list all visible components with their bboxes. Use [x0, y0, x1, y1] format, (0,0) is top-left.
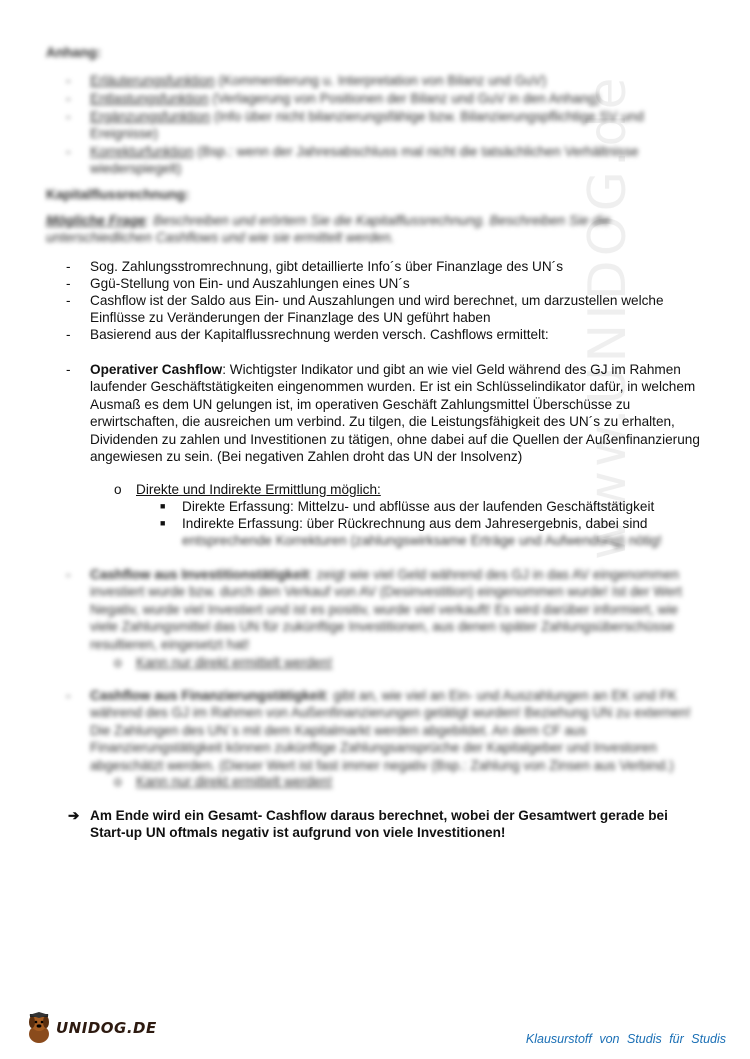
anhang-title: Anhang: — [46, 45, 102, 60]
anhang-term: Entlastungsfunktion — [90, 91, 209, 106]
footer-slogan: Klausurstoff von Studis für Studis — [525, 1032, 726, 1046]
anhang-term: Korrekturfunktion — [90, 144, 194, 159]
arrow-icon: ➔ — [68, 808, 80, 823]
sub-item: Indirekte Erfassung: über Rückrechnung aus dem Jahresergebnis, dabei sind — [182, 516, 648, 531]
anhang-term: Ergänzungsfunktion — [90, 109, 211, 124]
question-label: Mögliche Frage — [46, 213, 146, 228]
finanzierung-note: Kann nur direkt ermittelt werden! — [136, 774, 333, 789]
sub-item: Direkte Erfassung: Mittelzu- und abflüsse aus der laufenden Geschäftstätigkeit — [182, 499, 655, 514]
dog-icon — [24, 1012, 54, 1046]
logo-text: UNIDOG.DE — [56, 1019, 157, 1038]
point-text: Ggü-Stellung von Ein- und Auszahlungen eines UN´s — [90, 276, 410, 291]
point-text: Basierend aus der Kapitalflussrechnung werden versch. Cashflows ermittelt: — [90, 327, 549, 342]
unidog-logo — [24, 1012, 157, 1046]
anhang-term: Erläuterungsfunktion — [90, 73, 215, 88]
finanzierung-label: Cashflow aus Finanzierungstätigkeit — [90, 688, 326, 703]
question-text: : Beschreiben und erörtern Sie die Kapitalflussrechnung. Beschreiben Sie die unterschiedlichen Cashflows und wie sie ermittelt werden. — [46, 213, 611, 246]
operativ-text: : Wichtigster Indikator und gibt an wie viel Geld während des GJ im Rahmen laufender Geschäftstätigkeiten eingenommen wurden. Er ist ein Schlüsselindikator dafür, in welchem Ausmaß es dem UN gelungen ist, im operativen Geschäft Zahlungsmittel Überschüsse zu erwirtschaften, die ausreichen um verbind. Zu tilgen, die Leistungsfähigkeit des UN´s zu erhalten, Dividenden zu zahlen und Investitionen zu tätigen, ohne dabei auf die Quellen der Außenfinanzierung angewiesen zu sein. (Bei negativen Zahlen droht das UN der Insolvenz) — [90, 362, 700, 465]
finanzierung-text: : gibt an, wie viel an Ein- und Auszahlungen an EK und FK während des GJ im Rahmen von Außenfinanzierungen getätigt wurden! Beziehung UN zu externen! Die Zahlungen des UN´s mit dem Kapitalmarkt werden abgebildet. An dem CF aus Finanzierungstätigkeit können zukünftige Zahlungsansprüche der Kapitalgeber und Investoren abgeschätzt werden. (Dieser Wert ist fast immer negativ (Bsp.: Zahlung von Zinsen aus Verbind.) — [90, 688, 691, 773]
conclusion-text: Am Ende wird ein Gesamt- Cashflow daraus berechnet, wobei der Gesamtwert gerade bei Start-up UN oftmals negativ ist aufgrund von viele Investitionen! — [90, 808, 668, 841]
investition-note: Kann nur direkt ermittelt werden! — [136, 655, 333, 670]
kapitalfluss-title: Kapitalflussrechnung: — [46, 187, 190, 202]
sub-item-cont: entsprechende Korrekturen (zahlungswirksame Erträge und Aufwendung) nötig! — [182, 533, 662, 548]
ermittlung-title: Direkte und Indirekte Ermittlung möglich: — [136, 482, 381, 497]
investition-text: : zeigt wie viel Geld während des GJ in das AV eingenommen investiert wurde bzw. durch den Verkauf von AV (Desinvestition) eingenommen wurde! Ist der Wert Negativ, wurde viel Investiert und ist es positiv, wurde viel verkauft! Es wird darüber informiert, wie viele Zahlungsmittel das UN für zukünftige Investitionen, aus denen später Zahlungsüberschüsse resultieren, eingesetzt hat! — [90, 567, 682, 652]
investition-label: Cashflow aus Investitionstätigkeit — [90, 567, 310, 582]
point-text: Sog. Zahlungsstromrechnung, gibt detaillierte Info´s über Finanzlage des UN´s — [90, 259, 564, 274]
watermark: www.UNIDOG.de — [578, 73, 638, 560]
operativ-label: Operativer Cashflow — [90, 362, 223, 377]
point-text: Cashflow ist der Saldo aus Ein- und Auszahlungen und wird berechnet, um darzustellen welche Einflüsse zu Veränderungen der Finanzlage des UN geführt haben — [90, 293, 664, 326]
